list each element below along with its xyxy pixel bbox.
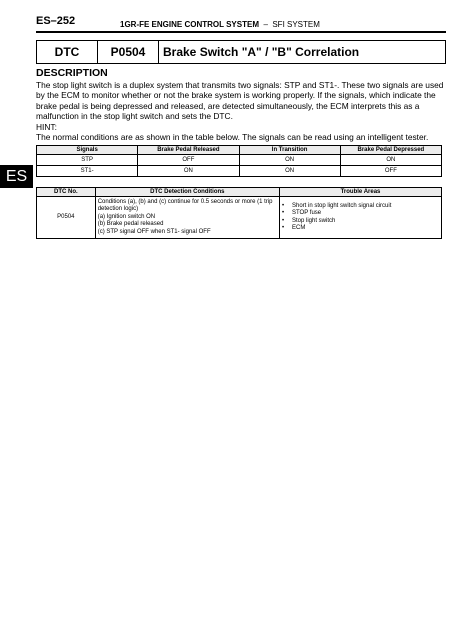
table-header-row xyxy=(37,188,442,197)
trouble-area: Stop light switch xyxy=(291,217,336,224)
running-header-separator: – xyxy=(263,20,268,29)
table-cell: ON xyxy=(340,155,441,166)
detection-conditions-cell xyxy=(95,197,279,239)
description-body xyxy=(36,80,448,142)
column-header: Brake Pedal Released xyxy=(138,146,239,155)
condition-line: Conditions (a), (b) and (c) continue for 0.5 seconds or more (1 trip detection logic) xyxy=(97,199,273,213)
description-paragraph: The stop light switch is a duplex system that transmits two signals: STP and ST1-. These two signals are used by the ECM to monitor whether or not the brake system is working properly. If the signals, which indicate the brake pedal is being depressed and released, are detected simultaneously, the ECM interprets this as a malfunction in the stop light switch and sets the DTC. xyxy=(36,80,444,122)
bullet-icon: • xyxy=(281,224,285,231)
dtc-title-box xyxy=(36,40,446,64)
trouble-areas-cell xyxy=(279,197,441,239)
running-header xyxy=(120,20,320,29)
table-header-row xyxy=(37,146,442,155)
table-row xyxy=(37,166,442,177)
table-cell: ON xyxy=(239,155,340,166)
trouble-area: ECM xyxy=(291,224,306,231)
page-number: ES–252 xyxy=(36,15,76,27)
table-cell: ON xyxy=(138,166,239,177)
signal-table xyxy=(36,145,442,177)
section-tab: ES xyxy=(0,165,33,188)
bullet-icon: • xyxy=(281,202,285,209)
running-header-system: 1GR-FE ENGINE CONTROL SYSTEM xyxy=(120,20,259,29)
hint-text: The normal conditions are as shown in the table below. The signals can be read using an intelligent tester. xyxy=(36,132,429,143)
trouble-area: STOP fuse xyxy=(291,210,322,217)
list-item xyxy=(282,203,439,210)
description-heading: DESCRIPTION xyxy=(36,67,108,79)
table-row xyxy=(37,197,442,239)
column-header: DTC Detection Conditions xyxy=(95,188,279,197)
table-cell: OFF xyxy=(138,155,239,166)
trouble-area: Short in stop light switch signal circuit xyxy=(291,202,392,209)
list-item xyxy=(282,218,439,225)
dtc-label: DTC xyxy=(37,41,98,63)
column-header: Brake Pedal Depressed xyxy=(340,146,441,155)
dtc-table xyxy=(36,187,442,239)
column-header: Trouble Areas xyxy=(279,188,441,197)
column-header: In Transition xyxy=(239,146,340,155)
column-header: DTC No. xyxy=(37,188,96,197)
column-header: Signals xyxy=(37,146,138,155)
dtc-code-cell: P0504 xyxy=(37,197,96,239)
header-rule xyxy=(36,31,446,33)
bullet-icon: • xyxy=(281,210,285,217)
trouble-areas-list xyxy=(282,203,439,233)
bullet-icon: • xyxy=(281,217,285,224)
dtc-code: P0504 xyxy=(98,41,159,63)
list-item xyxy=(282,225,439,232)
table-cell: OFF xyxy=(340,166,441,177)
table-cell: STP xyxy=(37,155,138,166)
condition-line: (a) Ignition switch ON xyxy=(97,213,156,220)
dtc-title: Brake Switch "A" / "B" Correlation xyxy=(163,45,360,59)
hint-label: HINT: xyxy=(36,121,57,132)
condition-line: (b) Brake pedal released xyxy=(97,221,164,228)
table-cell: ST1- xyxy=(37,166,138,177)
condition-line: (c) STP signal OFF when ST1- signal OFF xyxy=(97,228,211,235)
running-header-subsystem: SFI SYSTEM xyxy=(272,20,320,29)
list-item xyxy=(282,210,439,217)
table-row xyxy=(37,155,442,166)
table-cell: ON xyxy=(239,166,340,177)
